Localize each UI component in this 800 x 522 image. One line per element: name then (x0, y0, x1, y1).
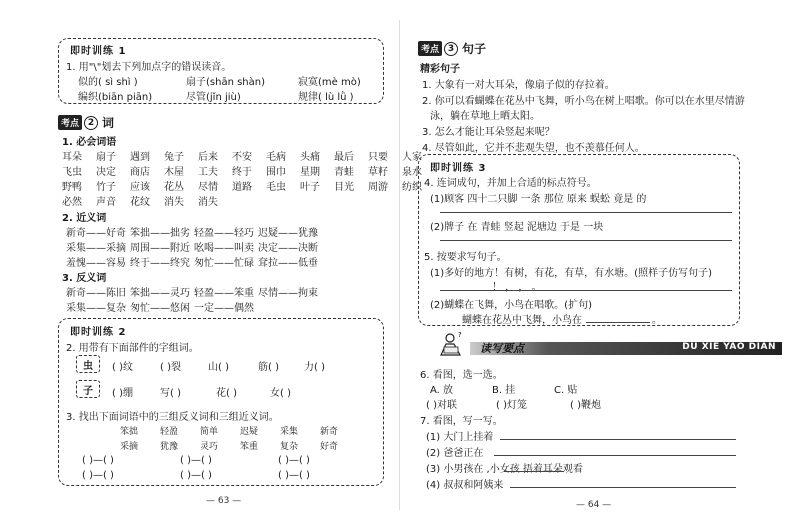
question-6: 6. 看图，选一选。 (420, 370, 503, 381)
word: 星期 (300, 167, 320, 178)
drill-2-question-3: 3. 找出下面词语中的三组反义词和三组近义词。 (66, 412, 279, 423)
word: 飞虫 (62, 167, 82, 178)
word: 尽情 (198, 182, 218, 193)
word: 泉水 (402, 167, 422, 178)
word: 不安 (232, 152, 252, 163)
compound-blank[interactable]: ( )裂 (160, 362, 181, 373)
word: 笨重 (240, 442, 259, 452)
reorder-words: (2)牌子 在 青蛙 竖起 泥塘边 于是 一块 (430, 222, 604, 233)
word: 扇子 (96, 152, 116, 163)
option: A. 放 (430, 385, 454, 396)
compound-blank[interactable]: 写( ) (160, 388, 181, 399)
word: 毛虫 (266, 182, 286, 193)
antonyms-title: 3. 反义词 (62, 273, 107, 284)
word-pair: 终于——终究 (130, 258, 190, 269)
word: 草籽 (368, 167, 388, 178)
word: 笨拙 (120, 427, 139, 437)
word: 头痛 (300, 152, 320, 163)
compound-blank[interactable]: 力( ) (304, 362, 325, 373)
word: 轻盈 (160, 427, 179, 437)
pair-blank[interactable]: ( )—( ) (278, 455, 310, 466)
word: 只要 (368, 152, 388, 163)
imitate-sentence: (1)多好的地方！有树，有花，有草，有水塘。(照样子仿写句子) (430, 268, 712, 279)
word: 消失 (198, 197, 218, 208)
punctuation-marks: ！ ， ， 。 (492, 282, 542, 293)
section-title: 句子 (462, 42, 487, 56)
word: 竹子 (96, 182, 116, 193)
section-2-tag (58, 114, 114, 131)
drill-3-question-4: 4. 连词成句，并加上合适的标点符号。 (424, 178, 597, 189)
word: 道路 (232, 182, 252, 193)
drill-1-question: 1. 用"\"划去下列加点字的错误读音。 (66, 62, 232, 73)
word: 花纹 (130, 197, 150, 208)
fine-sentences-title: 精彩句子 (420, 64, 460, 75)
word-pair: 轻盈——轻巧 (194, 228, 254, 239)
word-pair: 周围——附近 (130, 243, 190, 254)
word: 纺织 (402, 182, 422, 193)
pair-blank[interactable]: ( )—( ) (180, 470, 212, 481)
answer-line[interactable] (440, 240, 732, 241)
word: 叶子 (300, 182, 320, 193)
synonym-row (66, 254, 322, 269)
must-words-title: 1. 必会词语 (62, 137, 117, 148)
section-number: 2 (84, 116, 98, 130)
word: 灵巧 (200, 442, 219, 452)
word-pair: 笨拙——灵巧 (130, 288, 190, 299)
sentence: 4. 尽管如此，它并不悲观失望，也不羡慕任何人。 (422, 143, 645, 154)
answer-line[interactable] (510, 487, 736, 488)
word-pair: 采集——复杂 (66, 303, 126, 314)
answer-line[interactable] (440, 290, 732, 291)
synonym-row (66, 239, 322, 254)
pinyin-item: 扇子(shān shàn) (186, 77, 266, 88)
word: 野鸭 (62, 182, 82, 193)
synonyms-title: 2. 近义词 (62, 213, 107, 224)
pinyin-item: 规律( lù lǜ ) (298, 92, 354, 103)
compound-blank[interactable]: 山( ) (208, 362, 229, 373)
must-words-row (62, 163, 436, 178)
word: 人家 (402, 152, 422, 163)
word: 消失 (164, 197, 184, 208)
radical-badge (76, 355, 100, 373)
question-7: 7. 看图，写一写。 (420, 416, 503, 427)
word-pair: 采集——采摘 (66, 243, 126, 254)
word: 新奇 (320, 427, 339, 437)
write-prompt: (4) 叔叔和阿姨来 (426, 480, 504, 491)
word-pair: 轻盈——笨重 (194, 288, 254, 299)
sentence: 3. 怎么才能让耳朵竖起来呢？ (422, 127, 555, 138)
compound-blank[interactable]: ( )绷 (112, 388, 133, 399)
period-mark: 。 (652, 315, 662, 326)
word-pair: 羞愧——容易 (66, 258, 126, 269)
compound-blank[interactable]: 筋( ) (258, 362, 279, 373)
write-prompt: (1) 大门上挂着 (426, 432, 494, 443)
word: 后来 (198, 152, 218, 163)
word: 周游 (368, 182, 388, 193)
student-reading-icon (436, 331, 466, 357)
choice-blank[interactable]: ( )灯笼 (496, 400, 527, 411)
word: 木屋 (164, 167, 184, 178)
word-list-top (120, 424, 360, 437)
pinyin-item: 编织(biān piān) (78, 92, 153, 103)
section-title: 词 (102, 116, 115, 130)
must-words-row (62, 178, 436, 193)
drill-3-question-5: 5. 按要求写句子。 (424, 252, 507, 263)
word-pair: 尽情——拘束 (258, 288, 318, 299)
pair-blank[interactable]: ( )—( ) (278, 470, 310, 481)
word-pair: 笨拙——拙劣 (130, 228, 190, 239)
word: 毛病 (266, 152, 286, 163)
section-label: 考点 (58, 115, 82, 130)
compound-blank[interactable]: ( )纹 (112, 362, 133, 373)
word-pair: 决定——决断 (258, 243, 318, 254)
pinyin-item: 尽管(jǐn jiù) (186, 92, 241, 103)
compound-blank[interactable]: 花( ) (216, 388, 237, 399)
answer-line[interactable] (500, 439, 736, 440)
word-list-bottom (120, 439, 360, 452)
choice-blank[interactable]: ( )鞭炮 (570, 400, 601, 411)
word: 好奇 (320, 442, 339, 452)
word: 商店 (130, 167, 150, 178)
word: 终于 (232, 167, 252, 178)
word: 迟疑 (240, 427, 259, 437)
answer-line[interactable] (586, 322, 650, 323)
word-pair: 迟疑——犹豫 (258, 228, 318, 239)
antonym-row (66, 299, 258, 314)
sentence: 1. 大象有一对大耳朵，像扇子似的存拉着。 (422, 80, 615, 91)
word: 必然 (62, 197, 82, 208)
word: 声音 (96, 197, 116, 208)
word: 耳朵 (62, 152, 82, 163)
pair-blank[interactable]: ( )—( ) (82, 470, 114, 481)
must-words-row (62, 193, 232, 208)
word: 应该 (130, 182, 150, 193)
word-pair: 新奇——陈旧 (66, 288, 126, 299)
word-pair: 匆忙——悠闲 (130, 303, 190, 314)
radical-badge (76, 380, 100, 398)
banner-title: 读写要点 (480, 342, 524, 355)
word: 围巾 (266, 167, 286, 178)
answer-line[interactable] (494, 455, 736, 456)
expand-sentence: (2)蝴蝶在飞舞，小鸟在唱歌。(扩句) (430, 300, 592, 311)
word: 复杂 (280, 442, 299, 452)
expand-prompt: 蝴蝶在花丛中飞舞，小鸟在 (462, 315, 582, 326)
right-page (400, 0, 800, 522)
answer-line[interactable] (440, 212, 732, 213)
word: 最后 (334, 152, 354, 163)
word: 遇到 (130, 152, 150, 163)
option: B. 挂 (492, 385, 516, 396)
word-pair: 新奇——好奇 (66, 228, 126, 239)
pinyin-item: 寂寞(mè mò) (298, 77, 361, 88)
must-words-row (62, 148, 436, 163)
word: 花丛 (164, 182, 184, 193)
word-pair: 吆喝——叫卖 (194, 243, 254, 254)
word: 简单 (200, 427, 219, 437)
sentence: 2. 你可以看蝴蝶在花丛中飞舞，听小鸟在树上唱歌。你可以在水里尽情游 (422, 96, 745, 107)
word-pair: 匆忙——忙碌 (194, 258, 254, 269)
word: 目光 (334, 182, 354, 193)
choice-blank[interactable]: ( )对联 (426, 400, 457, 411)
word: 采摘 (120, 442, 139, 452)
banner-pinyin: DU XIE YAO DIAN (682, 342, 776, 352)
radical-text: 子 (83, 385, 93, 397)
word: 决定 (96, 167, 116, 178)
drill-2-title: 即时训练 2 (70, 327, 127, 338)
pair-blank[interactable]: ( )—( ) (82, 455, 114, 466)
word-pair: 一定——偶然 (194, 303, 254, 314)
section-number: 3 (444, 42, 458, 56)
pair-blank[interactable]: ( )—( ) (180, 455, 212, 466)
answer-line[interactable] (504, 471, 564, 472)
section-3-tag (418, 40, 486, 57)
antonym-row (66, 284, 322, 299)
drill-1-title: 即时训练 1 (70, 46, 127, 57)
section-label: 考点 (418, 41, 442, 56)
write-prompt: (3) 小男孩在 ,小女孩 捂着耳朵观看 (426, 464, 583, 475)
svg-text:?: ? (458, 331, 462, 339)
drill-2-question-2: 2. 用带有下面部件的字组词。 (66, 343, 199, 354)
radical-text: 虫 (83, 360, 93, 372)
drill-3-title: 即时训练 3 (430, 163, 487, 174)
write-prompt: (2) 爸爸正在 (426, 448, 484, 459)
word: 工夫 (198, 167, 218, 178)
word: 采集 (280, 427, 299, 437)
reorder-words: (1)顾客 四十二只脚 一条 那位 原来 蜈蚣 竟是 的 (430, 194, 647, 205)
page-number: — 64 — (576, 500, 612, 510)
compound-blank[interactable]: 女( ) (270, 388, 291, 399)
word-pair: 耷拉——低垂 (258, 258, 318, 269)
reading-writing-banner (418, 331, 782, 357)
sentence: 泳，躺在草地上晒太阳。 (430, 111, 540, 122)
word: 兔子 (164, 152, 184, 163)
pinyin-item: 似的( sì shì ) (78, 77, 138, 88)
word: 犹豫 (160, 442, 179, 452)
option: C. 贴 (554, 385, 578, 396)
page-number: — 63 — (206, 496, 242, 506)
word: 青蛙 (334, 167, 354, 178)
synonym-row (66, 224, 322, 239)
